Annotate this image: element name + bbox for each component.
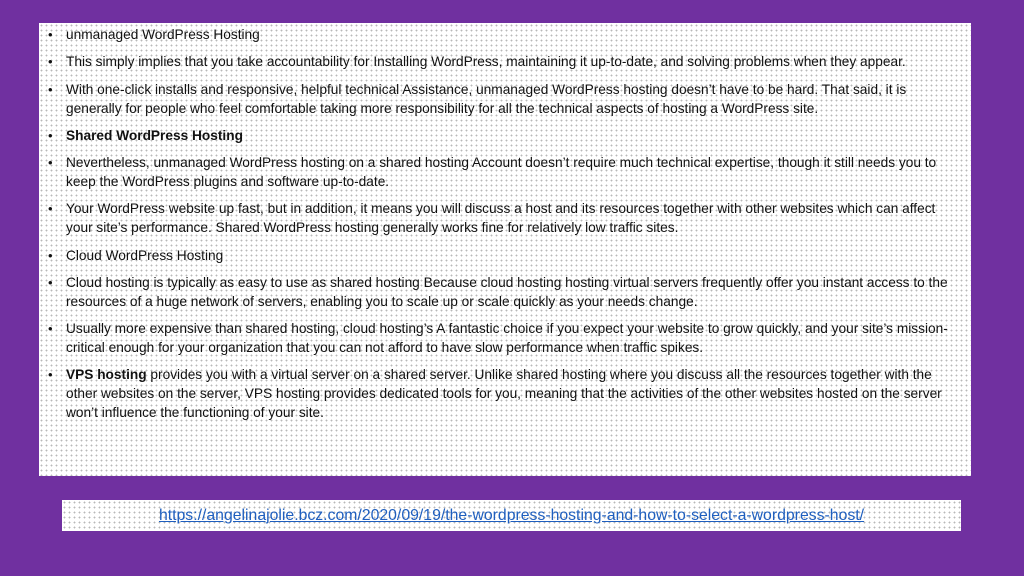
item-text: provides you with a virtual server on a shared server. Unlike shared hosting where you discuss all the resources together with the other websites on the server, VPS hosting provides dedicated tools for you, meaning that the activities of the other websites hosted on the server won’t influence the functioning of your site. [66,367,942,421]
bullet-icon: • [48,247,53,263]
bullet-icon: • [48,321,53,336]
bullet-icon: • [48,201,53,217]
item-text: With one-click installs and responsive, helpful technical Assistance, unmanaged WordPress hosting doesn’t have to be hard. That said, it is generally for people who feel comfortable taking more responsibility for all the technical aspects of hosting a WordPress site. [66,81,907,116]
source-link[interactable]: https://angelinajolie.bcz.com/2020/09/19/the-wordpress-hosting-and-how-to-select-a-wordpress-host/ [158,506,865,524]
bullet-icon: • [48,274,53,290]
item-text: Your WordPress website up fast, but in addition, it means you will discuss a host and its resources together with other websites which can affect your site’s performance. Shared WordPress hosting generally works fine for relatively low traffic sites. [66,201,936,236]
item-heading: VPS hosting [66,367,147,383]
content-panel [39,23,971,476]
list-item [47,247,963,266]
bullet-icon: • [48,127,53,143]
bullet-icon: • [48,155,53,171]
list-item [47,127,963,146]
item-text: Cloud hosting is typically as easy to use as shared hosting Because cloud hosting hosting virtual servers frequently offer you instant access to the resources of a huge network of servers, enabling you to scale up or scale quickly as your needs change. [66,274,948,309]
list-item [47,274,963,312]
bullet-icon: • [48,367,53,383]
item-text: Cloud WordPress Hosting [66,247,224,263]
bullet-icon: • [48,54,53,70]
list-item [47,26,963,45]
list-item [47,366,963,423]
bullet-icon: • [48,27,53,42]
item-text: unmanaged WordPress Hosting [66,27,260,42]
item-text: Usually more expensive than shared hosting, cloud hosting’s A fantastic choice if you expect your website to grow quickly, and your site’s mission-critical enough for your organization that you can not afford to have slow performance when traffic spikes. [66,321,948,355]
bullet-list [47,26,963,423]
list-item [47,81,963,119]
item-text: Nevertheless, unmanaged WordPress hosting on a shared hosting Account doesn’t require much technical expertise, though it still needs you to keep the WordPress plugins and software up-to-date. [66,155,937,189]
list-item [47,53,963,72]
list-item [47,200,963,238]
list-item [47,154,963,192]
item-text: This simply implies that you take accountability for Installing WordPress, maintaining it up-to-date, and solving problems when they appear. [66,54,906,70]
link-panel [62,500,961,531]
list-item [47,320,963,358]
item-heading: Shared WordPress Hosting [66,127,243,143]
bullet-icon: • [48,81,53,97]
